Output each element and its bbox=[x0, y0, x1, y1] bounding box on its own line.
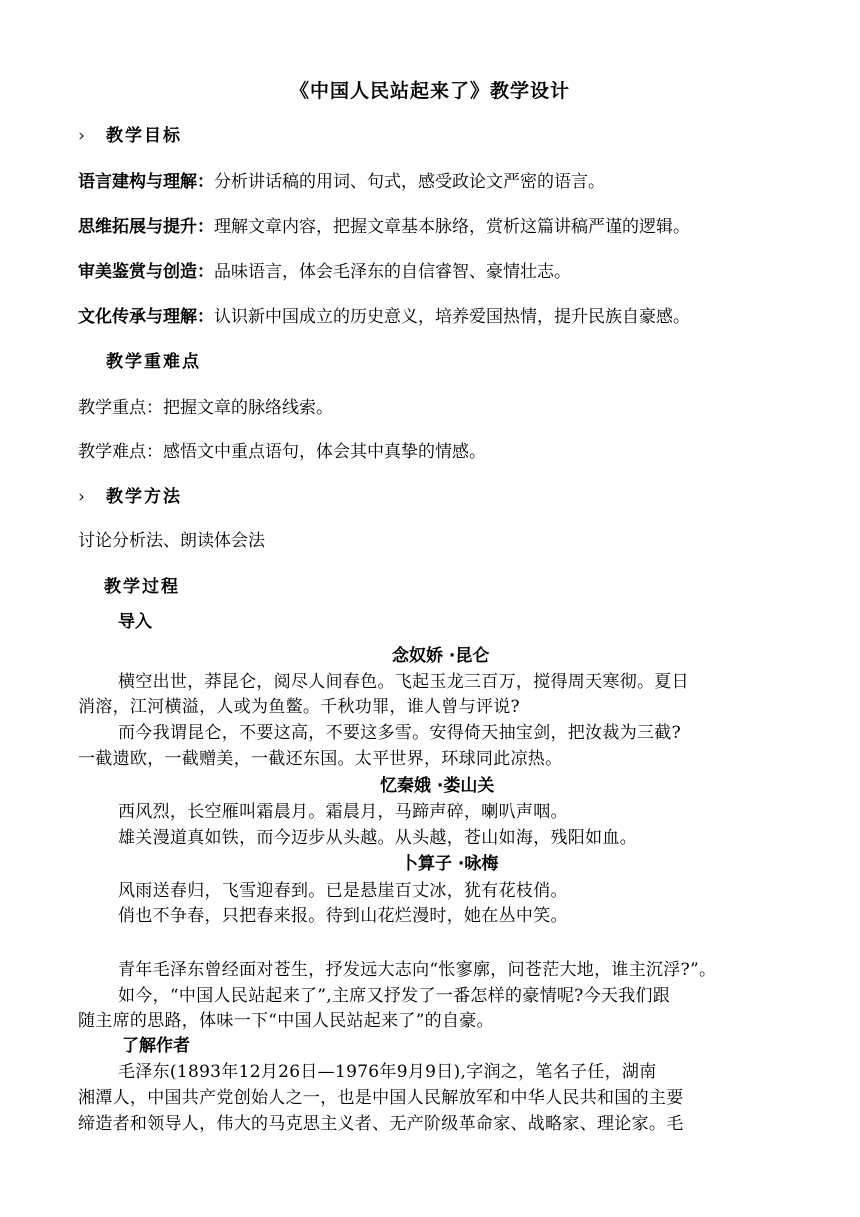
objective-thinking: 思维拓展与提升：理解文章内容，把握文章基本脉络，赏析这篇讲稿严谨的逻辑。 bbox=[78, 217, 690, 237]
chevron-right-icon: › bbox=[78, 487, 87, 507]
author-heading: 了解作者 bbox=[122, 1036, 190, 1056]
poem-title: 念奴娇 ·昆仑 bbox=[392, 646, 490, 666]
process-heading: 教学过程 bbox=[104, 577, 180, 597]
key-points-heading: 教学重难点 bbox=[106, 352, 201, 372]
intro-heading: 导入 bbox=[118, 612, 152, 632]
document-title: 《中国人民站起来了》教学设计 bbox=[289, 80, 570, 102]
poem-title: 忆秦娥 ·娄山关 bbox=[380, 776, 495, 796]
poem-line: 横空出世，莽昆仑，阅尽人间春色。飞起玉龙三百万，搅得周天寒彻。夏日 bbox=[118, 672, 689, 692]
methods-heading: › 教学方法 bbox=[78, 487, 182, 507]
objective-language: 语言建构与理解：分析讲话稿的用词、句式，感受政论文严密的语言。 bbox=[78, 172, 605, 192]
methods-text: 讨论分析法、朗读体会法 bbox=[78, 531, 265, 551]
poem-line: 西风烈，长空雁叫霜晨月。霜晨月，马蹄声碎，喇叭声咽。 bbox=[118, 802, 568, 822]
intro-paragraph-line: 随主席的思路，体味一下“中国人民站起来了”的自豪。 bbox=[78, 1011, 494, 1031]
objectives-heading: › 教学目标 bbox=[78, 126, 182, 146]
author-paragraph-line: 湘潭人，中国共产党创始人之一，也是中国人民解放军和中华人民共和国的主要 bbox=[78, 1088, 684, 1108]
objective-aesthetics: 审美鉴赏与创造：品味语言，体会毛泽东的自信睿智、豪情壮志。 bbox=[78, 262, 571, 282]
intro-paragraph-line: 青年毛泽东曾经面对苍生，抒发远大志向“怅寥廓，问苍茫大地，谁主沉浮?”。 bbox=[118, 960, 717, 980]
poem-line: 雄关漫道真如铁，而今迈步从头越。从头越，苍山如海，残阳如血。 bbox=[118, 828, 637, 848]
author-paragraph-line: 毛泽东(1893年12月26日—1976年9月9日),字润之，笔名子任，湖南 bbox=[118, 1062, 657, 1082]
author-paragraph-line: 缔造者和领导人，伟大的马克思主义者、无产阶级革命家、战略家、理论家。毛 bbox=[78, 1114, 684, 1134]
objective-culture: 文化传承与理解：认识新中国成立的历史意义，培养爱国热情，提升民族自豪感。 bbox=[78, 307, 690, 327]
poem-line: 风雨送春归，飞雪迎春到。已是悬崖百丈冰，犹有花枝俏。 bbox=[118, 881, 568, 901]
intro-paragraph-line: 如今，“中国人民站起来了”,主席又抒发了一番怎样的豪情呢?今天我们跟 bbox=[118, 986, 671, 1006]
poem-title: 卜算子 ·咏梅 bbox=[401, 854, 499, 874]
poem-line: 俏也不争春，只把春来报。待到山花烂漫时，她在丛中笑。 bbox=[118, 906, 568, 926]
chevron-right-icon: › bbox=[78, 126, 87, 146]
poem-line: 一截遗欧，一截赠美，一截还东国。太平世界，环球同此凉热。 bbox=[78, 749, 563, 769]
poem-line: 而今我谓昆仑，不要这高，不要这多雪。安得倚天抽宝剑，把汝裁为三截? bbox=[118, 723, 682, 743]
poem-line: 消溶，江河横溢，人或为鱼鳖。千秋功罪，谁人曾与评说? bbox=[78, 697, 520, 717]
key-difficulty: 教学难点：感悟文中重点语句，体会其中真挚的情感。 bbox=[78, 442, 486, 462]
key-focus: 教学重点：把握文章的脉络线索。 bbox=[78, 398, 333, 418]
